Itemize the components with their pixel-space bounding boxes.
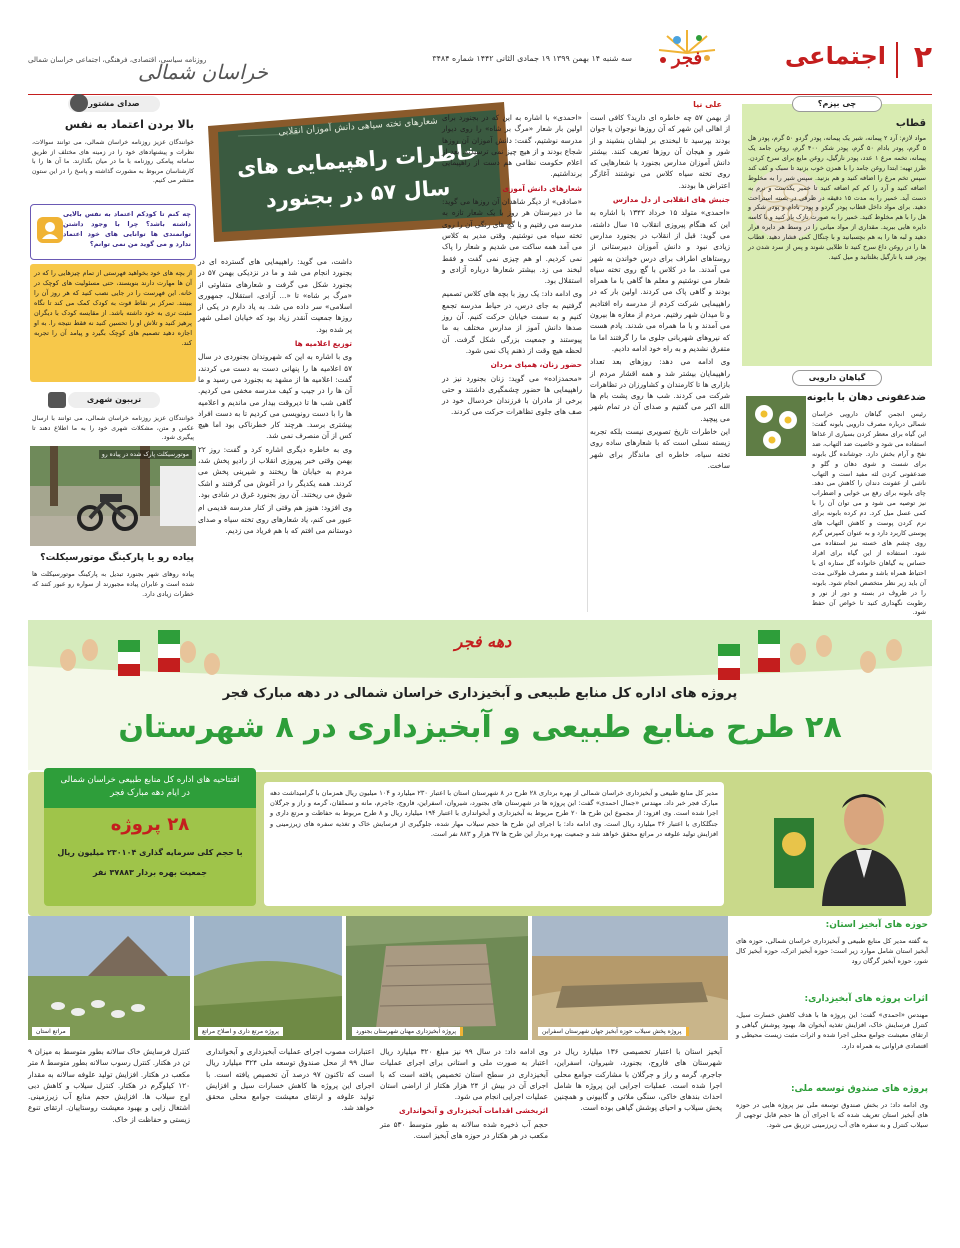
public-voice-answer: از بچه های خود بخواهید فهرستی از تمام چیزهایی را که در آن ها مهارت دارند بنویسند، حتی مسئولیت های کوچک در خانه. این فهرست را در جایی نصب کنید که هر روز آن را ببینند. تمرکز بر نقاط قوت به کودک کمک می کند تا نگاه مثبت تری به خود داشته باشد. از مقایسه کودک با دیگران پرهیز کنید و تلاش او را تحسین کنید نه فقط نتیجه را. به او اجازه دهید تصمیم های کوچک بگیرد و پیامد آن را تجربه کند. — [30, 264, 196, 382]
paragraph: «احمدی» متولد ۱۵ خرداد ۱۳۴۲ با اشاره به این که هنگام پیروزی انقلاب ۱۵ سال داشته، می گوید: قبل از انقلاب در بجنورد مدارس زیادی نبود و دانش آموزان دبیرستانی از روستاهای اطراف برای درس خواندن به شهر می آمدند. ما در کلاس با گچ روی تخته سیاه شعار می نوشتیم و معلم ها گاهی با ما همراه بودند و گاهی پاک می کردند. اولین بار که در راهپیمایی شرکت کردم از مدرسه راه افتادیم و تا میدان شهر رفتیم. مردم از مغازه ها بیرون می آمدند و با ما همراه می شدند. یادم هست که نیروهای شهربانی جلوی ما را گرفتند اما ما متفرق نشدیم و به راه خود ادامه دادیم. — [590, 208, 730, 353]
paragraph: «احمدی» با اشاره به این که در بجنورد برای اولین بار شعار «مرگ بر شاه» را روی دیوار مدرسه نوشتیم، گفت: دانش آموزان آن روزها شجاع بودند و از هیچ چیز نمی ترسیدند. بعد از اعلام حکومت نظامی هم دست از راهپیمایی برنداشتیم. — [442, 113, 582, 179]
photo-strip — [28, 916, 728, 1040]
citizen-photo-desc: موتورسیکلت پارک شده در پیاده رو — [99, 450, 192, 459]
paragraph: وی ادامه داد: در سال ۹۹ نیز مبلغ ۳۲۰ میلیارد ریال اعتبار به صورت ملی و استانی برای اجرای عملیات آبخیزداری در سطح استان تخصیص یافته است که با اجرای آن در بیش از ۲۴ هزار هکتار از اراضی استان عملیات اجرایی انجام می شود. — [380, 1047, 548, 1102]
subheading: توزیع اعلامیه ها — [294, 339, 352, 349]
subheading: حضور زنان، همپای مردان — [490, 360, 582, 370]
paragraph: اعتبارات مصوب اجرای عملیات آبخیزداری و آبخوانداری سال ۹۹ از محل صندوق توسعه ملی ۳۲۴ میلیارد ریال است که تاکنون ۹۷ درصد آن تخصیص یافته است. با اجرای این پروژه ها کاهش خسارات سیل و افزایش تولید علوفه و ارتقای معیشت جوامع محلی محقق خواهد شد. — [206, 1047, 374, 1113]
megaphone-icon — [70, 94, 88, 112]
note-2-text: مهندس «احمدی» گفت: این پروژه ها با هدف کاهش خسارت سیل، کنترل فرسایش خاک، افزایش تغذیه آبخوان ها، بهبود پوشش گیاهی و ارتقای معیشت جوامع محلی اجرا شده و اثرات مثبت زیست محیطی و اقتصادی فراوانی به همراه دارد. — [736, 1011, 928, 1050]
projects-box-header: افتتاحیه های اداره کل منابع طبیعی خراسان شمالی در ایام دهه مبارک فجر — [44, 768, 256, 808]
citizen-tribune-body: پیاده روهای شهر بجنورد تبدیل به پارکینگ موتورسیکلت ها شده است و عابران پیاده مجبورند از سواره رو عبور کنند که خطرات زیادی دارد. — [32, 570, 194, 598]
photo-caption-1: پروژه پخش سیلاب حوزه آبخیز جهان شهرستان اسفراین — [538, 1027, 689, 1036]
fajr-banner — [28, 620, 932, 770]
public-voice-section — [28, 96, 198, 386]
paragraph: داشت، می گوید: راهپیمایی های گسترده ای در بجنورد انجام می شد و ما در نزدیکی بهمن ۵۷ در بجنورد شکل می گرفت و شعارهای متفاوتی از «مرگ بر شاه» تا «... آزادی، استقلال، جمهوری اسلامی» سر داده می شد. به یاد دارم در یکی از روزها جمعیت آنقدر زیاد بود که خیابان اصلی شهر پر شده بود. — [198, 257, 352, 334]
cooking-tab: چی بپزم؟ — [792, 96, 882, 112]
photo-caption-2: پروژه آبخیزداری مهنان شهرستان بجنورد — [352, 1027, 463, 1036]
herbal-section — [742, 370, 932, 616]
projects-investment: با حجم کلی سرمایه گذاری ۲۳۰۱۰۴ میلیون ریال — [57, 848, 243, 857]
paragraph: وی ادامه داد: یک روز با بچه های کلاس تصمیم گرفتیم به جای درس، در حیاط مدرسه تجمع کنیم و به سمت خیابان حرکت کنیم. آن روز صدها دانش آموز از مدارس مختلف به ما پیوستند و جمعیت بزرگی شکل گرفت. آن لحظه هیچ وقت از ذهنم پاک نمی شود. — [442, 289, 582, 355]
bottom-col-3 — [206, 1046, 374, 1216]
photo-mehnan — [346, 916, 528, 1040]
date-line: سه شنبه ۱۴ بهمن ۱۳۹۹ ۱۹ جمادی الثانی ۱۴۴۲ شماره ۳۴۸۴ — [432, 54, 632, 63]
page-number: ۲ — [913, 40, 932, 75]
citizen-tribune-tab: تریبون شهری — [68, 392, 160, 408]
paragraph: وی به خاطره دیگری اشاره کرد و گفت: روز ۲۲ بهمن وقتی خبر پیروزی انقلاب از رادیو پخش شد، مردم به خیابان ها ریختند و شیرینی پخش می کردند. همه یکدیگر را در آغوش می گرفتند و اشک شوق می ریختند. آن روز بجنورد غرق در شادی بود. — [198, 444, 352, 499]
subheading: شعارهای دانش آموزی — [502, 183, 582, 193]
note-3-text: وی ادامه داد: در بخش صندوق توسعه ملی نیز پروژه هایی در حوزه های آبخیز استان تعریف شده که با اجرای آن ها حجم قابل توجهی از سیلاب کنترل و به سفره های آب زیرزمینی تزریق می شود. — [736, 1101, 928, 1130]
chalkboard-title-2: سال ۵۷ در بجنورد — [264, 175, 452, 213]
camera-icon — [48, 392, 66, 408]
cooking-title: قطاب — [895, 118, 926, 129]
paragraph: وی با اشاره به این که شهروندان بجنوردی در سال ۵۷ اعلامیه ها را پنهانی دست به دست می کردند، گفت: اعلامیه ها از مشهد به بجنورد می رسید و ما آن ها را در جیب و کیف مدرسه مخفی می کردیم. گاهی شب ها تا دیروقت بیدار می ماندیم و اعلامیه ها را با دست رونویسی می کردیم تا به دست افراد بیشتری برسد. هرچند کار خطرناکی بود اما هیچ کس از آن منصرف نمی شد. — [198, 352, 352, 441]
herbal-body-cont — [748, 460, 926, 612]
note-1-heading: حوزه های آبخیز استان: — [825, 920, 928, 930]
photo-sheep — [28, 916, 190, 1040]
chamomile-photo — [746, 396, 806, 456]
paragraph: کنترل فرسایش خاک سالانه بطور متوسط به میزان ۹ تن در هکتار. کنترل رسوب سالانه بطور متوسط ۸ متر مکعب در هکتار. افزایش تولید علوفه سالانه به مقدار ۱۲۰ کیلوگرم در هکتار. کنترل سیلاب و کاهش دبی اوج سیلاب ها. افزایش حجم منابع آب زیرزمینی. اشتغال زایی و بهبود معیشت روستاییان. ارتقای تنوع زیستی و حفاظت از خاک. — [28, 1047, 190, 1124]
paragraph: این خاطرات تاریخ تصویری نیست بلکه تجربه زیسته نسلی است که با شعارهای ساده روی تخته سیاه، خاطره ای ماندگار برای شهر ساخت. — [590, 427, 730, 470]
paragraph: وی افزود: هنوز هم وقتی از کنار مدرسه قدیمی ام عبور می کنم، یاد شعارهای روی تخته سیاه و صدای دوستانم می افتم که با هم فریاد می زدیم. — [198, 503, 352, 535]
projects-box — [44, 768, 256, 906]
paragraph: «صادقی» از دیگر شاهدان آن روزها می گوید: ما در دبیرستان هر روز با یک شعار تازه به مدرسه می رفتیم و با گچ های رنگی آن را روی تخته سیاه می نوشتیم. وقتی مدیر به کلاس می آمد همه ساکت می شدیم و شعار را پاک نمی کردیم. او هم چیزی نمی گفت و فقط لبخند می زد. بیشتر شعارها درباره آزادی و استقلال بود. — [442, 197, 582, 286]
bottom-col-2 — [380, 1046, 548, 1216]
fajr-logo — [647, 28, 727, 78]
chalkboard-kicker: شعارهای تخته سیاهی دانش آموزان انقلابی — [277, 116, 439, 138]
article-col-2 — [442, 112, 582, 614]
masthead — [28, 28, 932, 96]
paragraph: «محمدزاده» می گوید: زنان بجنورد نیز در راهپیمایی ها حضور چشمگیری داشتند و حتی برخی از مادران با فرزندان خردسال خود در صف های جلوی تظاهرات حرکت می کردند. — [442, 373, 582, 417]
article-col-3 — [198, 256, 352, 614]
newspaper-logo: خراسان شمالی — [138, 60, 269, 84]
bottom-col-1 — [554, 1046, 722, 1216]
paragraph: وی ادامه می دهد: روزهای بعد تعداد راهپیمایان بیشتر شد و همه اقشار مردم از بازاری ها تا کارمندان و کشاورزان در تظاهرات شرکت می کردند. شب ها روی پشت بام ها الله اکبر می گفتیم و صدای آن در تمام شهر می پیچید. — [590, 357, 730, 423]
subheading: جنبش های انقلابی از دل مدارس — [612, 195, 730, 205]
public-voice-intro: خوانندگان عزیز روزنامه خراسان شمالی، می توانند سوالات، نظرات و پیشنهادهای خود را در زمینه های مختلف از طریق سامانه پیامکی روزنامه با ما در میان بگذارند. ما آن ها را با کارشناسان مربوط به مشورت گذاشته و پاسخ را در این ستون منتشر می کنیم. — [32, 139, 194, 185]
banner-big-title: ۲۸ طرح منابع طبیعی و آبخیزداری در ۸ شهرستان — [118, 710, 842, 745]
paragraph: از بهمن ۵۷ چه خاطره ای دارید؟ کافی است از اهالی این شهر که آن روزها نوجوان یا جوان بودند بپرسید تا لبخندی بر لبشان بنشیند و از شور و هیجان آن روزها تعریف کنند. بیشتر دانش آموزان مدارس بجنورد با شعارهایی که روی تخته سیاه کلاس می نوشتند آغازگر اعتراض ها بودند. — [590, 113, 731, 190]
article-col-1 — [590, 112, 730, 614]
question-text: چه کنم تا کودکم اعتماد به نفس بالایی داشته باشد؟ چرا با وجود داشتن توانمندی ها توانایی های خود اعتماد ندارد و می گوید من نمی توانم؟ — [63, 210, 191, 249]
paragraph: آبخیز استان با اعتبار تخصیصی ۱۳۶ میلیارد ریال در شهرستان های فاروج، بجنورد، شیروان، اسفراین، جاجرم، گرمه و راز و جرگلان با مشارکت جوامع محلی اجرا شده است. عملیات اجرایی این پروژه ها شامل احداث بندهای خاکی، سنگی ملاتی و گابیونی و همچنین پخش سیلاب و احیای پوشش گیاهی بوده است. — [554, 1047, 722, 1113]
herbal-body: رئیس انجمن گیاهان دارویی خراسان شمالی درباره مصرف دارویی بابونه گفت: این گیاه برای معطر کردن بسیاری از غذاها استفاده می شود و خاصیت ضد التهاب، ضد نفخ و آرام بخش دارد. جوشانده گل بابونه برای شست و شوی دهان و گلو و ضدعفونی کردن لثه مفید است و التهاب ناشی از عفونت دندان را کاهش می دهد. چای بابونه برای رفع بی خوابی و اضطراب نیز توصیه می شود و می توان آن را با کمی عسل میل کرد. دم کرده بابونه برای نرم کردن پوست و کاهش التهاب های پوستی کاربرد دارد و به عنوان کمپرس گرم روی چشم های خسته نیز استفاده می شود. استفاده از این گیاه برای افراد حساس به گیاهان خانواده گل ستاره ای با احتیاط همراه باشد و مصرف طولانی مدت آن باید زیر نظر متخصص انجام شود. بابونه را در ظروف در بسته و دور از نور و رطوبت نگهداری کنید تا خواص آن حفظ شود. — [812, 410, 926, 617]
photo-caption-3: پروژه مرتع داری و اصلاح مراتع — [198, 1027, 283, 1036]
photo-esfarayen — [532, 916, 728, 1040]
fajr-emblem: دهه فجر — [454, 632, 512, 651]
director-photo — [764, 778, 924, 906]
projects-count: ۲۸ پروژه — [110, 814, 190, 835]
chalkboard-title-1: خاطرات راهپیمایی های — [236, 139, 480, 181]
public-voice-title: بالا بردن اعتماد به نفس — [64, 118, 194, 131]
note-2-heading: اثرات پروژه های آبخیزداری: — [804, 994, 928, 1004]
author-name: علی نیا — [693, 100, 722, 109]
note-3-heading: پروژه های صندوق توسعه ملی: — [790, 1084, 928, 1094]
herbal-tab: گیاهان دارویی — [792, 370, 882, 386]
note-1-text: به گفته مدیر کل منابع طبیعی و آبخیزداری خراسان شمالی، حوزه های آبخیز استان شامل موارد زیر است: حوزه آبخیز اترک، حوزه آبخیز کال شور، حوزه آبخیز گرگان رود — [736, 937, 928, 966]
bottom-col-4 — [28, 1046, 190, 1216]
user-avatar-icon — [37, 217, 63, 243]
newspaper-desc: روزنامه سیاسی، اقتصادی، فرهنگی، اجتماعی خراسان شمالی — [28, 56, 207, 64]
citizen-tribune-intro: خوانندگان عزیز روزنامه خراسان شمالی، می توانند با ارسال عکس و متن، مشکلات شهری خود را به ما اطلاع دهند تا پیگیری شود. — [32, 415, 194, 442]
right-notes — [732, 916, 932, 1216]
banner-headline: پروژه های اداره کل منابع طبیعی و آبخیزداری خراسان شمالی در دهه مبارک فجر — [222, 686, 738, 701]
citizen-tribune-title: پیاده رو یا پارکینگ موتورسیکلت؟ — [40, 552, 194, 563]
public-voice-tab: صدای مشتور — [68, 96, 160, 112]
citizen-photo — [30, 446, 196, 546]
projects-intro-text: مدیر کل منابع طبیعی و آبخیزداری خراسان شمالی از بهره برداری ۲۸ طرح در ۸ شهرستان استان با اعتبار ۲۳۰ میلیارد و ۱۰۴ میلیون ریال همزمان با گرامیداشت دهه مبارک فجر خبر داد. مهندس «جمال احمدی» گفت: این پروژه ها در شهرستان های بجنورد، شیروان، اسفراین، فاروج، جاجرم، مانه و سملقان، گرمه و راز و جرگلان اجرا شده است. وی افزود: از مجموع این طرح ها ۲۰ طرح مربوط به آبخیزداری و آبخوانداری با اعتبار ۱۹۴ میلیارد ریال و ۸ طرح مربوط به حفاظت و مرتع داری و جنگلکاری با اعتبار ۳۶ میلیارد ریال است. وی ادامه داد: با اجرای این طرح ها حجم سیلاب مهار شده، جلوگیری از فرسایش خاک و تغذیه سفره های زیرزمینی و افزایش تولید علوفه در مراتع محقق خواهد شد و جمعیت بهره بردار این طرح ها ۳۷ هزار و ۸۸۳ نفر است. — [264, 782, 724, 906]
photo-rangeland — [194, 916, 342, 1040]
photo-caption-4: مراتع استان — [32, 1027, 70, 1036]
question-box — [30, 204, 196, 260]
herbal-title: ضدعفونی دهان با بابونه — [806, 392, 926, 403]
cooking-section — [742, 96, 932, 366]
subheading: اثربخشی اقدامات آبخیزداری و آبخوانداری — [399, 1106, 548, 1116]
section-title: اجتماعی — [784, 42, 886, 70]
citizen-tribune-section — [28, 392, 198, 614]
fajr-word: فجر — [671, 48, 703, 69]
paragraph: حجم آب ذخیره شده سالانه به طور متوسط ۵۳۰ متر مکعب در هر هکتار در حوزه های آبخیز است. — [380, 1119, 548, 1141]
projects-beneficiaries: جمعیت بهره بردار ۳۷۸۸۳ نفر — [92, 868, 208, 877]
cooking-body: مواد لازم: آرد ۲ پیمانه، شیر یک پیمانه، پودر گردو ۵۰ گرم، پودر هل ۵ گرم، پودر بادام ۵۰ گرم، پودر شکر ۴۰۰ گرم، روغن جامد یک پیمانه، تخمه مرغ ۱ عدد، پودر نارگیل، روغن مایع برای سرخ کردن. طرز تهیه: ابتدا روغن جامد را با همزن خوب بزنید تا سبک و کف کند سپس تخم مرغ را اضافه کنید و هم بزنید. سپس شیر را به مخلوط اضافه کنید و آرد را کم کم اضافه کنید تا خمیر یکدست و نرم به دست آید. خمیر را به مدت ۱۵ دقیقه در ظرفی در بسته استراحت دهید. برای مواد داخل قطاب پودر گردو و پودر بادام و پودر شکر و هل را با هم مخلوط کنید. خمیر را به صورت نازک باز کنید و با کاسه دایره هایی ببرید. مقداری از مواد میانی را در وسط هر دایره قرار دهید و لبه ها را به هم بچسبانید و با چنگال کمی فشار دهید. قطاب ها را در روغن داغ سرخ کنید تا طلایی شوند و پس از سرد شدن در پودر قند یا نارگیل بغلتانید و میل کنید. — [748, 134, 926, 262]
